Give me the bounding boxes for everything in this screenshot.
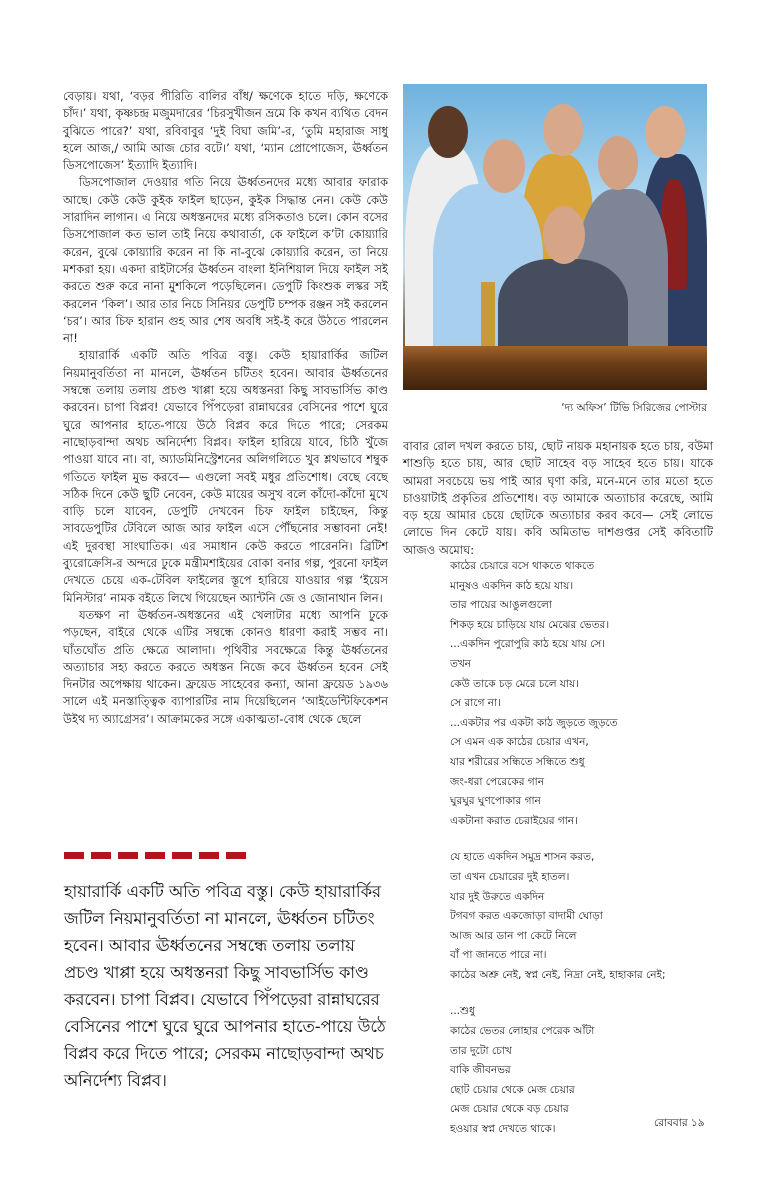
pull-quote: হায়ারার্কি একটি অতি পবিত্র বস্তু। কেউ হায়ারার্কির জটিল নিয়মানুবর্তিতা না মানলে, ঊর্ধ্বতন চটিতং হবেন। আবার ঊর্ধ্বতনের সম্বন্ধে তলায় তলায় প্রচণ্ড খাপ্পা হয়ে অধস্তনরা কিছু সাবভার্সিভ কাণ্ড করবেন। চাপা বিপ্লব। যেভাবে পিঁপড়েরা রান্নাঘরের বেসিনের পাশে ঘুরে ঘুরে আপনার হাতে-পায়ে উঠে বিপ্লব করে দিতে পারে; সেরকম নাছোড়বান্দা অথচ অনির্দেশ্য বিপ্লব। bbox=[64, 882, 386, 1090]
body-paragraph: ডিসপোজাল দেওয়ার গতি নিয়ে ঊর্ধ্বতনদের মধ্যে আবার ফারাক আছে। কেউ কেউ কুইক ফাইল ছাড়েন, কুইক সিদ্ধান্ত নেন। কেউ কেউ সারাদিন লাগান। এ নিয়ে অধস্তনদের মধ্যে রসিকতাও চলে। কোন বসের ডিসপোজাল কত ভাল তাই নিয়ে কথাবার্তা, কে ফাইলে ক’টা কোয়্যারি করেন, বুঝে কোয়্যারি করেন না কি না-বুঝে কোয়্যারি করেন, তা নিয়ে মশকরা হয়। একদা রাইটার্সের ঊর্ধ্বতন বাংলা ইনিশিয়াল দিয়ে ফাইল সই করতে শুরু করে নানা মুশকিলে পড়েছিলেন। ডেপুটি কিংশুক লস্কর সই করলেন ‘কিল’। আর তার নিচে সিনিয়র ডেপুটি চম্পক রঞ্জন সই করলেন ‘চর’। আর চিফ হারান গুহ আর শেষ অবধি সই-ই করে উঠতে পারলেন না! bbox=[63, 175, 388, 346]
poem-line: কাঠের চেয়ারে বসে থাকতে থাকতে bbox=[450, 560, 595, 572]
pull-quote-divider bbox=[64, 852, 246, 859]
poem-line: তার দুটো চোখ bbox=[450, 1044, 512, 1057]
poem-line: একটানা করাত চেরাইয়ের গান। bbox=[450, 814, 578, 827]
poem-line: কাঠের ভেতর লোহার পেরেক আঁটা bbox=[450, 1025, 595, 1038]
divider-dash bbox=[226, 852, 246, 859]
poem-line: তার পায়ের আঙুলগুলো bbox=[450, 599, 552, 612]
desk bbox=[403, 346, 707, 390]
left-column bbox=[63, 88, 388, 728]
poem-line: সে রাগে না। bbox=[450, 697, 501, 710]
poem-line: তা এখন চেয়ারের দুই হাতল। bbox=[450, 870, 570, 883]
trophy bbox=[481, 282, 495, 346]
poem-line: তখন bbox=[450, 657, 472, 670]
person-head bbox=[428, 106, 468, 158]
stanza-break bbox=[450, 985, 710, 1002]
photo-caption: ‘দ্য অফিস’ টিভি সিরিজের পোস্টার bbox=[561, 402, 707, 414]
poem-line: যে হাতে একদিন সমুদ্র শাসন করত, bbox=[450, 851, 595, 864]
body-paragraph: বাবার রোল দখল করতে চায়, ছোট নায়ক মহানায়ক হতে চায়, বউমা শাশুড়ি হতে চায়, আর ছোট সাহেব বড় সাহেব হতে চায়। যাকে আমরা সবচেয়ে ভয় পাই আর ঘৃণা করি, মনে-মনে তার মতো হতে চাওয়াটাই প্রকৃতির প্রতিশোধ। বড় আমাকে অত্যাচার করেছে, আমি বড় হয়ে আমার চেয়ে ছোটকে অত্যাচার করব কবে— সেই লোভে লোভে দিন কেটে যায়। কবি অমিতাভ দাশগুপ্তর সেই কবিতাটি আজও অমোঘ: bbox=[403, 439, 713, 557]
divider-dash bbox=[172, 852, 192, 859]
person-head bbox=[543, 104, 583, 156]
poem-line: ...একটার পর একটা কাঠ জুড়তে জুড়তে bbox=[450, 716, 618, 729]
divider-dash bbox=[64, 852, 84, 859]
right-column bbox=[403, 438, 713, 559]
stanza-break bbox=[450, 831, 710, 848]
poem-line: বাকি জীবনভর bbox=[450, 1064, 511, 1077]
divider-dash bbox=[118, 852, 138, 859]
poem-line: যার শরীরের সন্ধিতে সন্ধিতে শুধু bbox=[450, 755, 585, 768]
body-paragraph: বেড়ায়। যথা, ‘বড়র পীরিতি বালির বাঁধ/ ক্ষণেকে হাতে দড়ি, ক্ষণেকে চাঁদ।’ যথা, কৃষ্ণচন্দ্র মজুমদারের ‘চিরসুখীজন ভ্রমে কি কখন ব্যথিত বেদন বুঝিতে পারে?’ যথা, রবিবাবুর ‘দুই বিঘা জমি’-র, ‘তুমি মহারাজ সাধু হলে আজ,/ আমি আজ চোর বটে।’ যথা, ‘ম্যান প্রোপোজেস, ঊর্ধ্বতন ডিসপোজেস’ ইত্যাদি ইত্যাদি। bbox=[63, 89, 388, 173]
poem-block bbox=[450, 557, 710, 1140]
poem-line: শিকড় হয়ে চাড়িয়ে যায় মেঝের ভেতর। bbox=[450, 618, 610, 631]
body-paragraph: যতক্ষণ না ঊর্ধ্বতন-অধস্তনের এই খেলাটার মধ্যে আপনি ঢুকে পড়ছেন, বাইরে থেকে এটির সম্বন্ধে কোনও ধারণা করাই সম্ভব না। ঘাঁতঘোঁত প্রতি ক্ষেত্রে আলাদা। পৃথিবীর সবক্ষেত্রে কিন্তু ঊর্ধ্বতনের অত্যাচার সহ্য করতে করতে অধস্তন নিজে কবে ঊর্ধ্বতন হবেন সেই দিনটার অপেক্ষায় থাকেন। ফ্রয়েড সাহেবের কন্যা, আনা ফ্রয়েড ১৯৩৬ সালে এই মনস্তাত্ত্বিক ব্যাপারটির নাম দিয়েছিলেন ‘আইডেন্টিফিকেশন উইথ দ্য অ্যাগ্রেসর’। আক্রামকের সঙ্গে একাত্মতা-বোধ থেকে ছেলে bbox=[63, 607, 388, 726]
poem-line: জং-ধরা পেরেকের গান bbox=[450, 775, 544, 788]
poem-line: কাঠের অশ্রু নেই, স্বপ্ন নেই, নিদ্রা নেই, হাহাকার নেই; bbox=[450, 968, 666, 981]
poem-line: কেউ তাকে চড় মেরে চলে যায়। bbox=[450, 677, 579, 690]
poem-line: সে এমন এক কাঠের চেয়ার এখন, bbox=[450, 736, 589, 749]
page-folio: রোববার ১৯ bbox=[654, 1117, 705, 1129]
poem-line: হওয়ার স্বপ্ন দেখতে থাকে। bbox=[450, 1123, 556, 1136]
divider-dash bbox=[91, 852, 111, 859]
poem-line: আজ আর ডান পা কেটে নিলে bbox=[450, 929, 577, 942]
poem-line: যার দুই উরুতে একদিন bbox=[450, 890, 545, 903]
person-head bbox=[543, 206, 585, 264]
poem-line: ছোট চেয়ার থেকে মেজ চেয়ার bbox=[450, 1083, 575, 1096]
body-paragraph: হায়ারার্কি একটি অতি পবিত্র বস্তু। কেউ হায়ারার্কির জটিল নিয়মানুবর্তিতা না মানলে, ঊর্ধ্বতন চটিতং হবেন। আবার ঊর্ধ্বতনের সম্বন্ধে তলায় তলায় প্রচণ্ড খাপ্পা হয়ে অধস্তনরা কিছু সাবভার্সিভ কাণ্ড করবেন। চাপা বিপ্লব! যেভাবে পিঁপড়েরা রান্নাঘরের বেসিনের পাশে ঘুরে ঘুরে আপনার হাতে-পায়ে উঠে বিপ্লব করে দিতে পারে; সেরকম নাছোড়বান্দা অথচ অনির্দেশ্য বিপ্লব। ফাইল হারিয়ে যাবে, চিঠি খুঁজে পাওয়া যাবে না। বা, অ্যাডমিনিস্ট্রেশনের অলিগলিতে খুব শ্লথভাবে শম্বুক গতিতে ফাইল মুভ করবে— এগুলো সবই মধুর প্রতিশোধ। বেছে বেছে সঠিক দিনে কেউ ছুটি নেবেন, কেউ মায়ের অসুখ বলে কাঁদো-কাঁদো মুখে বাড়ি চলে যাবেন, ডেপুটি দেখবেন চিফ ফাইল চাইছেন, কিন্তু সাবডেপুটির টেবিলে আজ আর ফাইল এসে পৌঁছনোর সম্ভাবনা নেই! এই দুরবস্থা সাংঘাতিক। এর সমাধান কেউ করতে পারেননি। ব্রিটিশ ব্যুরোক্রেসি-র অন্দরে ঢুকে মন্ত্রীমশাইয়ের বোকা বনার গল্প, পুরনো ফাইল দেখতে চেয়ে এক-টেবিল ফাইলের স্তূপে হারিয়ে যাওয়ার গল্প ‘ইয়েস মিনিস্টার’ নামক বইতে লিখে গিয়েছেন অ্যান্টনি জে ও জোনাথান লিন। bbox=[63, 348, 388, 605]
person-head bbox=[598, 136, 638, 190]
poem-line: ...শুধু bbox=[450, 1005, 475, 1018]
divider-dash bbox=[145, 852, 165, 859]
person-head bbox=[483, 139, 525, 193]
person-head bbox=[645, 106, 685, 158]
poem-line: টগবগ করত একজোড়া বাদামী ঘোড়া bbox=[450, 910, 603, 923]
poem-line: ...একদিন পুরোপুরি কাঠ হয়ে যায় সে। bbox=[450, 638, 606, 651]
poem-line: বাঁ পা জানতে পারে না। bbox=[450, 949, 547, 962]
poem-line: মেজ চেয়ার থেকে বড় চেয়ার bbox=[450, 1103, 569, 1116]
the-office-poster-photo bbox=[403, 84, 707, 390]
poem-line: ঘুরঘুর ঘুণপোকার গান bbox=[450, 795, 541, 808]
divider-dash bbox=[199, 852, 219, 859]
poem-line: মানুষও একদিন কাঠ হয়ে যায়। bbox=[450, 579, 574, 592]
